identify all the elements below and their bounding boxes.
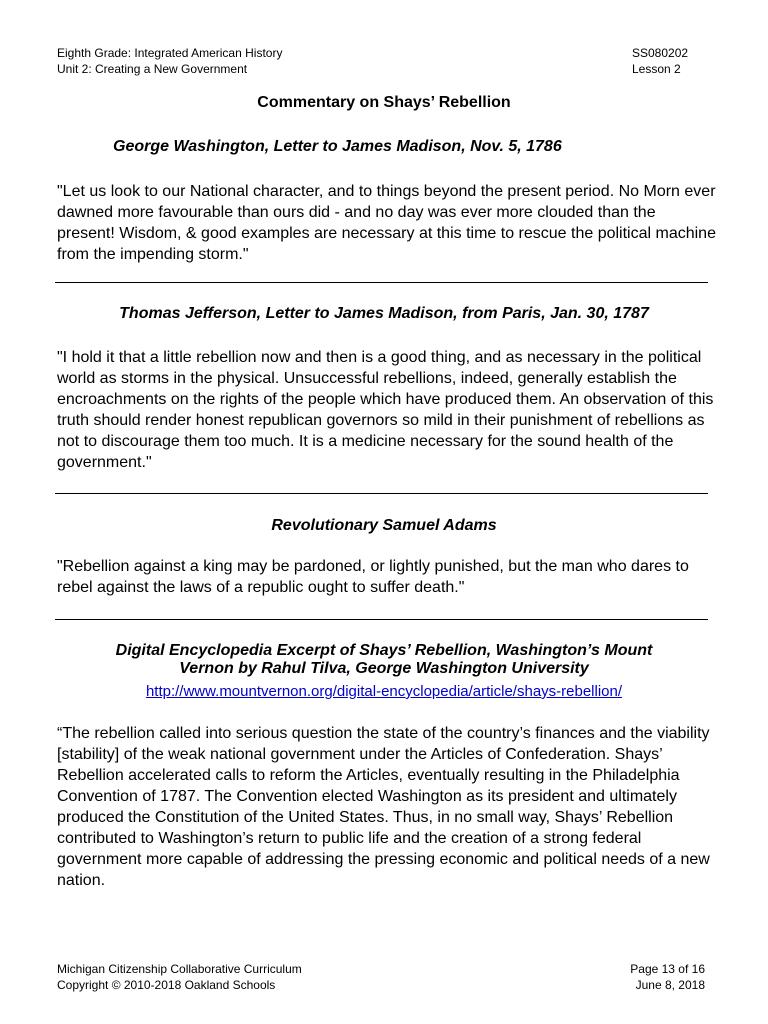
copyright: Copyright © 2010-2018 Oakland Schools [57,978,276,992]
divider [55,282,708,283]
header-left [57,45,282,77]
date: June 8, 2018 [635,978,705,992]
source-link-wrap [0,683,768,701]
source-link[interactable]: http://www.mountvernon.org/digital-encyclopedia/article/shays-rebellion/ [145,683,623,700]
course-code: SS080202 [632,46,689,60]
source-encyclopedia [0,642,768,678]
source-encyclopedia-line2: Vernon by Rahul Tilva, George Washington University [179,660,589,677]
page-title: Commentary on Shays’ Rebellion [257,94,511,111]
curriculum-name: Michigan Citizenship Collaborative Curriculum [57,962,302,976]
divider [55,619,708,620]
divider [55,493,708,494]
source-adams: Revolutionary Samuel Adams [271,517,497,534]
header-right [632,45,688,77]
quote-washington: "Let us look to our National character, and to things beyond the present period. No Morn ever dawned more favourable than ours did - and no day was ever more clouded than the present! Wisdom, & good examples are necessary at this time to rescue the political machine from the impending storm." [57,183,716,263]
lesson-number: Lesson 2 [632,62,681,76]
course-title: Eighth Grade: Integrated American History [57,46,283,60]
source-washington: George Washington, Letter to James Madison, Nov. 5, 1786 [113,138,562,155]
unit-title: Unit 2: Creating a New Government [57,62,248,76]
quote-encyclopedia: “The rebellion called into serious question the state of the country’s finances and the viability [stability] of the weak national government under the Articles of Confederation. Shays’ Rebellion accelerated calls to reform the Articles, eventually resulting in the Philadelphia Convention of 1787. The Convention elected Washington as its president and ultimately produced the Constitution of the United States. Thus, in no small way, Shays’ Rebellion contributed to Washington’s return to public life and the creation of a strong federal government more capable of addressing the pressing economic and political needs of a new nation. [57,725,710,889]
footer-left [57,961,302,993]
source-jefferson: Thomas Jefferson, Letter to James Madison, from Paris, Jan. 30, 1787 [119,305,649,322]
page-number: Page 13 of 16 [630,962,705,976]
source-encyclopedia-line1: Digital Encyclopedia Excerpt of Shays’ Rebellion, Washington’s Mount [115,642,653,659]
footer-right [630,961,705,993]
quote-adams: "Rebellion against a king may be pardoned, or lightly punished, but the man who dares to rebel against the laws of a republic ought to suffer death." [57,558,689,596]
quote-jefferson: "I hold it that a little rebellion now and then is a good thing, and as necessary in the political world as storms in the physical. Unsuccessful rebellions, indeed, generally establish the encroachments on the rights of the people which have produced them. An observation of this truth should render honest republican governors so mild in their punishment of rebellions as not to discourage them too much. It is a medicine necessary for the sound health of the government." [57,349,714,471]
